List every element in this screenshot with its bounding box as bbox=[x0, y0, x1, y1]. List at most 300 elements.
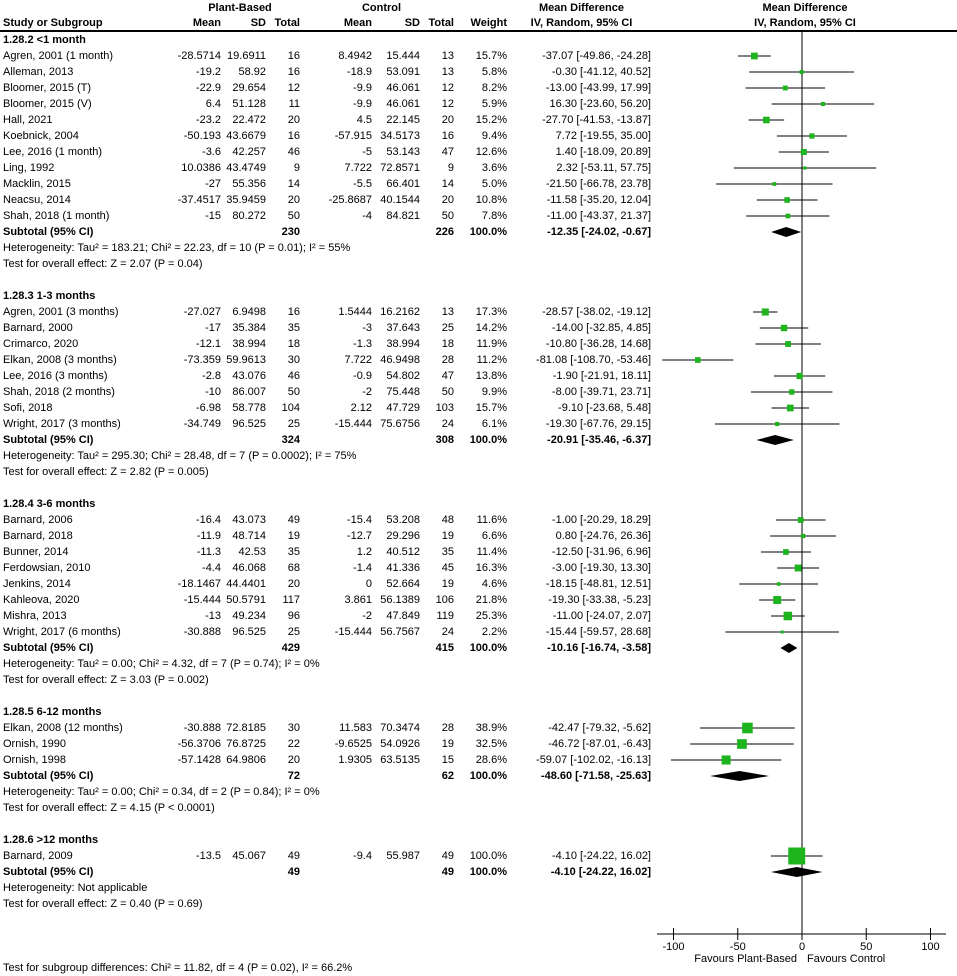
total2-value: 24 bbox=[441, 418, 454, 430]
subgroup-title bbox=[0, 288, 957, 304]
study-label: Agren, 2001 (3 months) bbox=[3, 306, 119, 318]
mean1-value: -27 bbox=[205, 178, 221, 190]
sd1-value: 64.9806 bbox=[226, 754, 266, 766]
mean2-value: -0.9 bbox=[353, 370, 372, 382]
total2-value: 20 bbox=[441, 114, 454, 126]
plot-spacer bbox=[653, 64, 957, 80]
mean1-value: -11.3 bbox=[196, 546, 221, 558]
study-label: Neacsu, 2014 bbox=[3, 194, 71, 206]
ci-text: -27.70 [-41.53, -13.87] bbox=[542, 114, 651, 126]
sd2-value: 56.1389 bbox=[380, 594, 420, 606]
total1-value: 30 bbox=[287, 354, 300, 366]
heterogeneity-text: Heterogeneity: Not applicable bbox=[3, 882, 148, 894]
plot-spacer bbox=[653, 96, 957, 112]
axis-tick-label: 100 bbox=[921, 941, 940, 953]
 bbox=[305, 224, 373, 240]
sd2-value: 75.448 bbox=[386, 386, 420, 398]
total1-value: 50 bbox=[287, 386, 300, 398]
study-row bbox=[0, 528, 957, 544]
mean1-value: -15 bbox=[205, 210, 221, 222]
weight-value: 12.6% bbox=[475, 146, 507, 158]
plot-method-header: IV, Random, 95% CI bbox=[754, 17, 856, 29]
mean2-value: -1.3 bbox=[353, 338, 372, 350]
total1-value: 49 bbox=[287, 514, 300, 526]
subtotal-total1: 324 bbox=[281, 434, 300, 446]
favours-right-label: Favours Control bbox=[807, 953, 886, 965]
plot-spacer bbox=[653, 48, 957, 64]
total2-value: 13 bbox=[441, 66, 454, 78]
weight-value: 9.4% bbox=[481, 130, 507, 142]
ci-text: -37.07 [-49.86, -24.28] bbox=[542, 50, 651, 62]
ci-text: -18.15 [-48.81, 12.51] bbox=[545, 578, 651, 590]
plot-spacer bbox=[653, 624, 957, 640]
mean1-value: -19.2 bbox=[195, 66, 221, 78]
mean2-value: -5 bbox=[362, 146, 372, 158]
plot-spacer bbox=[653, 416, 957, 432]
subgroup-title-text: 1.28.2 <1 month bbox=[3, 34, 86, 46]
subtotal-weight: 100.0% bbox=[469, 642, 507, 654]
subtotal-total2: 308 bbox=[435, 434, 454, 446]
mean2-value: -25.8687 bbox=[328, 194, 372, 206]
sd1-value: 38.994 bbox=[232, 338, 266, 350]
plot-spacer bbox=[653, 352, 957, 368]
subtotal-label: Subtotal (95% CI) bbox=[3, 226, 94, 238]
sd2-value: 41.336 bbox=[386, 562, 420, 574]
sd1-value: 55.356 bbox=[232, 178, 266, 190]
sd1-value: 35.384 bbox=[232, 322, 266, 334]
total1-value: 35 bbox=[287, 322, 300, 334]
weight-value: 3.6% bbox=[481, 162, 507, 174]
study-row bbox=[0, 96, 957, 112]
sd1-value: 96.525 bbox=[232, 418, 266, 430]
total1-value: 46 bbox=[287, 370, 300, 382]
overall-effect-text: Test for overall effect: Z = 4.15 (P < 0.0001) bbox=[3, 802, 215, 814]
ci-text: -19.30 [-33.38, -5.23] bbox=[548, 594, 651, 606]
mean1-value: -22.9 bbox=[195, 82, 221, 94]
mean1-value: -13 bbox=[205, 610, 221, 622]
weight-value: 11.2% bbox=[476, 354, 507, 366]
sd1-value: 46.068 bbox=[232, 562, 266, 574]
subtotal-row bbox=[0, 864, 957, 880]
mean2-column-header: Mean bbox=[343, 17, 372, 29]
plot-spacer bbox=[653, 512, 957, 528]
ci-text: -11.00 [-24.07, 2.07] bbox=[552, 610, 651, 622]
ci-text: -42.47 [-79.32, -5.62] bbox=[548, 722, 651, 734]
ci-text: -1.90 [-21.91, 18.11] bbox=[552, 370, 651, 382]
ci-text: 2.32 [-53.11, 57.75] bbox=[556, 162, 651, 174]
 bbox=[175, 768, 222, 784]
mean1-value: -15.444 bbox=[183, 594, 221, 606]
ci-text: 1.40 [-18.09, 20.89] bbox=[555, 146, 651, 158]
sd2-value: 54.0926 bbox=[380, 738, 420, 750]
axis-tick-label: -50 bbox=[729, 941, 746, 953]
mean2-value: 11.583 bbox=[339, 722, 372, 734]
plot-spacer bbox=[653, 544, 957, 560]
heterogeneity-text: Heterogeneity: Tau² = 0.00; Chi² = 0.34, df = 2 (P = 0.84); I² = 0% bbox=[3, 786, 320, 798]
total2-column-header: Total bbox=[428, 17, 454, 29]
subtotal-row bbox=[0, 640, 957, 656]
mean1-value: -12.1 bbox=[195, 338, 221, 350]
study-label: Ferdowsian, 2010 bbox=[3, 562, 91, 574]
weight-value: 21.8% bbox=[475, 594, 507, 606]
subtotal-ci-text: -4.10 [-24.22, 16.02] bbox=[550, 866, 651, 878]
axis-tick-label: 0 bbox=[798, 941, 806, 953]
sd1-value: 22.472 bbox=[232, 114, 266, 126]
sd2-value: 70.3474 bbox=[380, 722, 420, 734]
 bbox=[373, 864, 422, 880]
plot-spacer bbox=[653, 224, 957, 240]
study-label: Ling, 1992 bbox=[3, 162, 55, 174]
subgroup-title-text: 1.28.6 >12 months bbox=[3, 834, 99, 846]
total2-value: 28 bbox=[441, 354, 454, 366]
study-label: Bloomer, 2015 (T) bbox=[3, 82, 92, 94]
study-row bbox=[0, 624, 957, 640]
subtotal-ci-text: -20.91 [-35.46, -6.37] bbox=[547, 434, 651, 446]
sd2-value: 46.061 bbox=[386, 98, 420, 110]
total1-value: 14 bbox=[287, 178, 300, 190]
ci-text: -0.30 [-41.12, 40.52] bbox=[551, 66, 651, 78]
heterogeneity-row bbox=[0, 240, 957, 256]
total2-value: 18 bbox=[441, 338, 454, 350]
subtotal-total1: 429 bbox=[281, 642, 300, 654]
 bbox=[373, 768, 422, 784]
mean2-value: -3 bbox=[362, 322, 372, 334]
 bbox=[175, 864, 222, 880]
study-label: Barnard, 2018 bbox=[3, 530, 73, 542]
sd2-value: 53.208 bbox=[386, 514, 420, 526]
 bbox=[175, 640, 222, 656]
subtotal-ci-text: -12.35 [-24.02, -0.67] bbox=[547, 226, 651, 238]
effect-header-text: Mean Difference bbox=[539, 2, 624, 14]
 bbox=[305, 432, 373, 448]
study-label: Wright, 2017 (3 months) bbox=[3, 418, 121, 430]
total1-value: 20 bbox=[287, 114, 300, 126]
study-row bbox=[0, 208, 957, 224]
study-row bbox=[0, 736, 957, 752]
study-label: Ornish, 1998 bbox=[3, 754, 66, 766]
study-row bbox=[0, 112, 957, 128]
 bbox=[222, 768, 267, 784]
subtotal-weight: 100.0% bbox=[469, 770, 507, 782]
total1-value: 20 bbox=[287, 754, 300, 766]
plot-spacer bbox=[653, 736, 957, 752]
study-row bbox=[0, 64, 957, 80]
mean2-value: -12.7 bbox=[346, 530, 372, 542]
mean2-value: -9.6525 bbox=[334, 738, 372, 750]
sd2-value: 55.987 bbox=[386, 850, 420, 862]
mean2-value: 8.4942 bbox=[338, 50, 372, 62]
mean1-value: -27.027 bbox=[183, 306, 221, 318]
study-label: Ornish, 1990 bbox=[3, 738, 66, 750]
study-label: Kahleova, 2020 bbox=[3, 594, 80, 606]
mean1-value: -2.8 bbox=[202, 370, 221, 382]
mean2-value: 3.861 bbox=[344, 594, 372, 606]
ci-text: 16.30 [-23.60, 56.20] bbox=[549, 98, 651, 110]
mean2-value: 7.722 bbox=[344, 162, 372, 174]
ci-text: -10.80 [-36.28, 14.68] bbox=[545, 338, 651, 350]
study-label: Lee, 2016 (1 month) bbox=[3, 146, 103, 158]
total2-value: 28 bbox=[441, 722, 454, 734]
study-label: Wright, 2017 (6 months) bbox=[3, 626, 121, 638]
study-label: Barnard, 2000 bbox=[3, 322, 73, 334]
ci-text: -11.58 [-35.20, 12.04] bbox=[546, 194, 651, 206]
blank-row bbox=[0, 480, 957, 496]
mean1-value: -34.749 bbox=[183, 418, 221, 430]
plot-spacer bbox=[653, 368, 957, 384]
ci-text: -14.00 [-32.85, 4.85] bbox=[551, 322, 651, 334]
total2-value: 24 bbox=[441, 626, 454, 638]
subgroup-title-text: 1.28.5 6-12 months bbox=[3, 706, 102, 718]
study-row bbox=[0, 192, 957, 208]
sd1-value: 50.5791 bbox=[226, 594, 266, 606]
study-row bbox=[0, 592, 957, 608]
weight-value: 8.2% bbox=[481, 82, 507, 94]
plot-spacer bbox=[653, 720, 957, 736]
subgroup-title bbox=[0, 32, 957, 48]
sd2-value: 54.802 bbox=[386, 370, 420, 382]
subtotal-label: Subtotal (95% CI) bbox=[3, 434, 94, 446]
blank-row bbox=[0, 688, 957, 704]
total1-value: 20 bbox=[287, 578, 300, 590]
plot-spacer bbox=[653, 608, 957, 624]
plot-spacer bbox=[653, 640, 957, 656]
study-label: Macklin, 2015 bbox=[3, 178, 71, 190]
 bbox=[222, 864, 267, 880]
favours-left-label: Favours Plant-Based bbox=[694, 953, 797, 965]
study-row bbox=[0, 144, 957, 160]
mean1-value: -57.1428 bbox=[177, 754, 221, 766]
study-row bbox=[0, 512, 957, 528]
sd1-value: 58.778 bbox=[232, 402, 266, 414]
study-row bbox=[0, 336, 957, 352]
sd2-value: 75.6756 bbox=[380, 418, 420, 430]
weight-value: 5.0% bbox=[481, 178, 507, 190]
plot-spacer bbox=[653, 208, 957, 224]
group1-header: Plant-Based bbox=[208, 2, 272, 14]
total1-value: 25 bbox=[287, 626, 300, 638]
total1-value: 96 bbox=[287, 610, 300, 622]
ci-text: -81.08 [-108.70, -53.46] bbox=[536, 354, 651, 366]
subtotal-label: Subtotal (95% CI) bbox=[3, 770, 94, 782]
 bbox=[175, 224, 222, 240]
plot-spacer bbox=[653, 576, 957, 592]
study-row bbox=[0, 368, 957, 384]
sd1-column-header: SD bbox=[250, 17, 266, 29]
total2-value: 12 bbox=[441, 82, 454, 94]
sd1-value: 59.9613 bbox=[226, 354, 266, 366]
mean2-value: -15.444 bbox=[334, 626, 372, 638]
mean1-value: 6.4 bbox=[205, 98, 221, 110]
weight-value: 5.8% bbox=[481, 66, 507, 78]
weight-value: 16.3% bbox=[475, 562, 507, 574]
mean2-value: 1.2 bbox=[356, 546, 372, 558]
ci-text: 0.80 [-24.76, 26.36] bbox=[555, 530, 651, 542]
subtotal-weight: 100.0% bbox=[469, 866, 507, 878]
sd2-value: 56.7567 bbox=[380, 626, 420, 638]
weight-value: 15.7% bbox=[475, 402, 507, 414]
ci-text: -13.00 [-43.99, 17.99] bbox=[545, 82, 651, 94]
axis-tick-label: -100 bbox=[662, 941, 685, 953]
weight-value: 6.6% bbox=[481, 530, 507, 542]
sd1-value: 6.9498 bbox=[232, 306, 266, 318]
weight-value: 17.3% bbox=[475, 306, 507, 318]
sd1-value: 43.6679 bbox=[226, 130, 266, 142]
weight-value: 2.2% bbox=[481, 626, 507, 638]
sd2-value: 52.664 bbox=[386, 578, 420, 590]
sd2-value: 46.061 bbox=[386, 82, 420, 94]
weight-value: 14.2% bbox=[475, 322, 507, 334]
study-label: Alleman, 2013 bbox=[3, 66, 74, 78]
plot-spacer bbox=[653, 528, 957, 544]
ci-text: -46.72 [-87.01, -6.43] bbox=[548, 738, 651, 750]
study-row bbox=[0, 848, 957, 864]
total1-value: 25 bbox=[287, 418, 300, 430]
sd2-value: 84.821 bbox=[386, 210, 420, 222]
 bbox=[373, 224, 422, 240]
mean2-value: -9.9 bbox=[353, 98, 372, 110]
ci-text: -15.44 [-59.57, 28.68] bbox=[545, 626, 651, 638]
sd2-value: 38.994 bbox=[386, 338, 420, 350]
study-label: Hall, 2021 bbox=[3, 114, 53, 126]
sd2-value: 47.849 bbox=[386, 610, 420, 622]
sd1-value: 49.234 bbox=[232, 610, 266, 622]
plot-spacer bbox=[653, 400, 957, 416]
total1-value: 16 bbox=[287, 130, 300, 142]
plot-spacer bbox=[653, 336, 957, 352]
weight-value: 4.6% bbox=[481, 578, 507, 590]
sd1-value: 42.53 bbox=[238, 546, 266, 558]
plot-effect-header: Mean Difference bbox=[762, 2, 848, 14]
subtotal-total1: 230 bbox=[281, 226, 300, 238]
mean1-value: -30.888 bbox=[183, 722, 221, 734]
ci-text: -21.50 [-66.78, 23.78] bbox=[545, 178, 651, 190]
subtotal-row bbox=[0, 432, 957, 448]
total2-value: 13 bbox=[441, 306, 454, 318]
 bbox=[305, 864, 373, 880]
weight-value: 38.9% bbox=[475, 722, 507, 734]
ci-text: -28.57 [-38.02, -19.12] bbox=[542, 306, 651, 318]
ci-text: -1.00 [-20.29, 18.29] bbox=[551, 514, 651, 526]
plot-spacer bbox=[653, 192, 957, 208]
total2-value: 35 bbox=[441, 546, 454, 558]
weight-value: 9.9% bbox=[481, 386, 507, 398]
subtotal-label: Subtotal (95% CI) bbox=[3, 642, 94, 654]
study-label: Shah, 2018 (2 months) bbox=[3, 386, 115, 398]
mean1-value: -17 bbox=[205, 322, 221, 334]
weight-value: 100.0% bbox=[469, 850, 507, 862]
sd2-value: 15.444 bbox=[386, 50, 420, 62]
total1-value: 12 bbox=[287, 82, 300, 94]
plot-spacer bbox=[653, 304, 957, 320]
mean1-value: -73.359 bbox=[183, 354, 221, 366]
weight-value: 28.6% bbox=[475, 754, 507, 766]
plot-spacer bbox=[653, 592, 957, 608]
plot-spacer bbox=[653, 432, 957, 448]
subtotal-total2: 415 bbox=[435, 642, 454, 654]
sd1-value: 96.525 bbox=[232, 626, 266, 638]
sd2-value: 72.8571 bbox=[380, 162, 420, 174]
sd2-value: 29.296 bbox=[386, 530, 420, 542]
 bbox=[373, 432, 422, 448]
mean2-value: 2.12 bbox=[350, 402, 372, 414]
total2-value: 50 bbox=[441, 386, 454, 398]
total2-value: 119 bbox=[436, 610, 454, 622]
overall-effect-row bbox=[0, 464, 957, 480]
weight-value: 11.9% bbox=[476, 338, 507, 350]
mean1-value: -10 bbox=[205, 386, 221, 398]
mean1-value: -37.4517 bbox=[177, 194, 221, 206]
sd2-value: 53.143 bbox=[386, 146, 420, 158]
subtotal-ci-text: -10.16 [-16.74, -3.58] bbox=[547, 642, 651, 654]
sd2-value: 34.5173 bbox=[380, 130, 420, 142]
weight-value: 32.5% bbox=[475, 738, 507, 750]
study-row bbox=[0, 304, 957, 320]
total1-value: 16 bbox=[287, 66, 300, 78]
plot-spacer bbox=[653, 384, 957, 400]
study-row bbox=[0, 384, 957, 400]
total1-value: 11 bbox=[288, 98, 300, 110]
 bbox=[222, 224, 267, 240]
sd2-column-header: SD bbox=[404, 17, 420, 29]
total1-value: 16 bbox=[287, 306, 300, 318]
sd1-value: 42.257 bbox=[232, 146, 266, 158]
subgroup-differences-note: Test for subgroup differences: Chi² = 11.82, df = 4 (P = 0.02), I² = 66.2% bbox=[3, 962, 353, 974]
mean1-value: -3.6 bbox=[202, 146, 221, 158]
total1-value: 104 bbox=[281, 402, 300, 414]
total2-value: 12 bbox=[441, 98, 454, 110]
mean2-value: -5.5 bbox=[353, 178, 372, 190]
mean1-value: -4.4 bbox=[202, 562, 221, 574]
study-row bbox=[0, 176, 957, 192]
study-label: Shah, 2018 (1 month) bbox=[3, 210, 110, 222]
mean1-column-header: Mean bbox=[192, 17, 221, 29]
mean2-value: -2 bbox=[362, 386, 372, 398]
sd1-value: 43.076 bbox=[232, 370, 266, 382]
method-header-text: IV, Random, 95% CI bbox=[530, 17, 633, 29]
subtotal-total2: 62 bbox=[441, 770, 454, 782]
total2-value: 9 bbox=[447, 162, 454, 174]
mean1-value: -30.888 bbox=[183, 626, 221, 638]
study-row bbox=[0, 48, 957, 64]
mean2-value: 1.9305 bbox=[338, 754, 372, 766]
sd2-value: 66.401 bbox=[386, 178, 420, 190]
mean2-value: -1.4 bbox=[353, 562, 372, 574]
mean2-value: 4.5 bbox=[356, 114, 372, 126]
group2-header: Control bbox=[361, 2, 402, 14]
study-row bbox=[0, 416, 957, 432]
total1-value: 46 bbox=[287, 146, 300, 158]
plot-spacer bbox=[653, 768, 957, 784]
subgroup-title bbox=[0, 496, 957, 512]
total2-value: 45 bbox=[441, 562, 454, 574]
study-row bbox=[0, 128, 957, 144]
sd2-value: 63.5135 bbox=[380, 754, 420, 766]
total2-value: 14 bbox=[441, 178, 454, 190]
ci-text: -9.10 [-23.68, 5.48] bbox=[558, 402, 651, 414]
total1-value: 50 bbox=[287, 210, 300, 222]
weight-value: 11.4% bbox=[476, 546, 507, 558]
total2-value: 47 bbox=[441, 370, 454, 382]
sd2-value: 22.145 bbox=[386, 114, 420, 126]
plot-spacer bbox=[653, 128, 957, 144]
weight-value: 25.3% bbox=[475, 610, 507, 622]
heterogeneity-row bbox=[0, 784, 957, 800]
sd1-value: 43.4749 bbox=[226, 162, 266, 174]
mean1-value: -23.2 bbox=[195, 114, 221, 126]
ci-text: -4.10 [-24.22, 16.02] bbox=[551, 850, 651, 862]
mean1-value: -28.5714 bbox=[177, 50, 221, 62]
mean2-value: 0 bbox=[365, 578, 372, 590]
